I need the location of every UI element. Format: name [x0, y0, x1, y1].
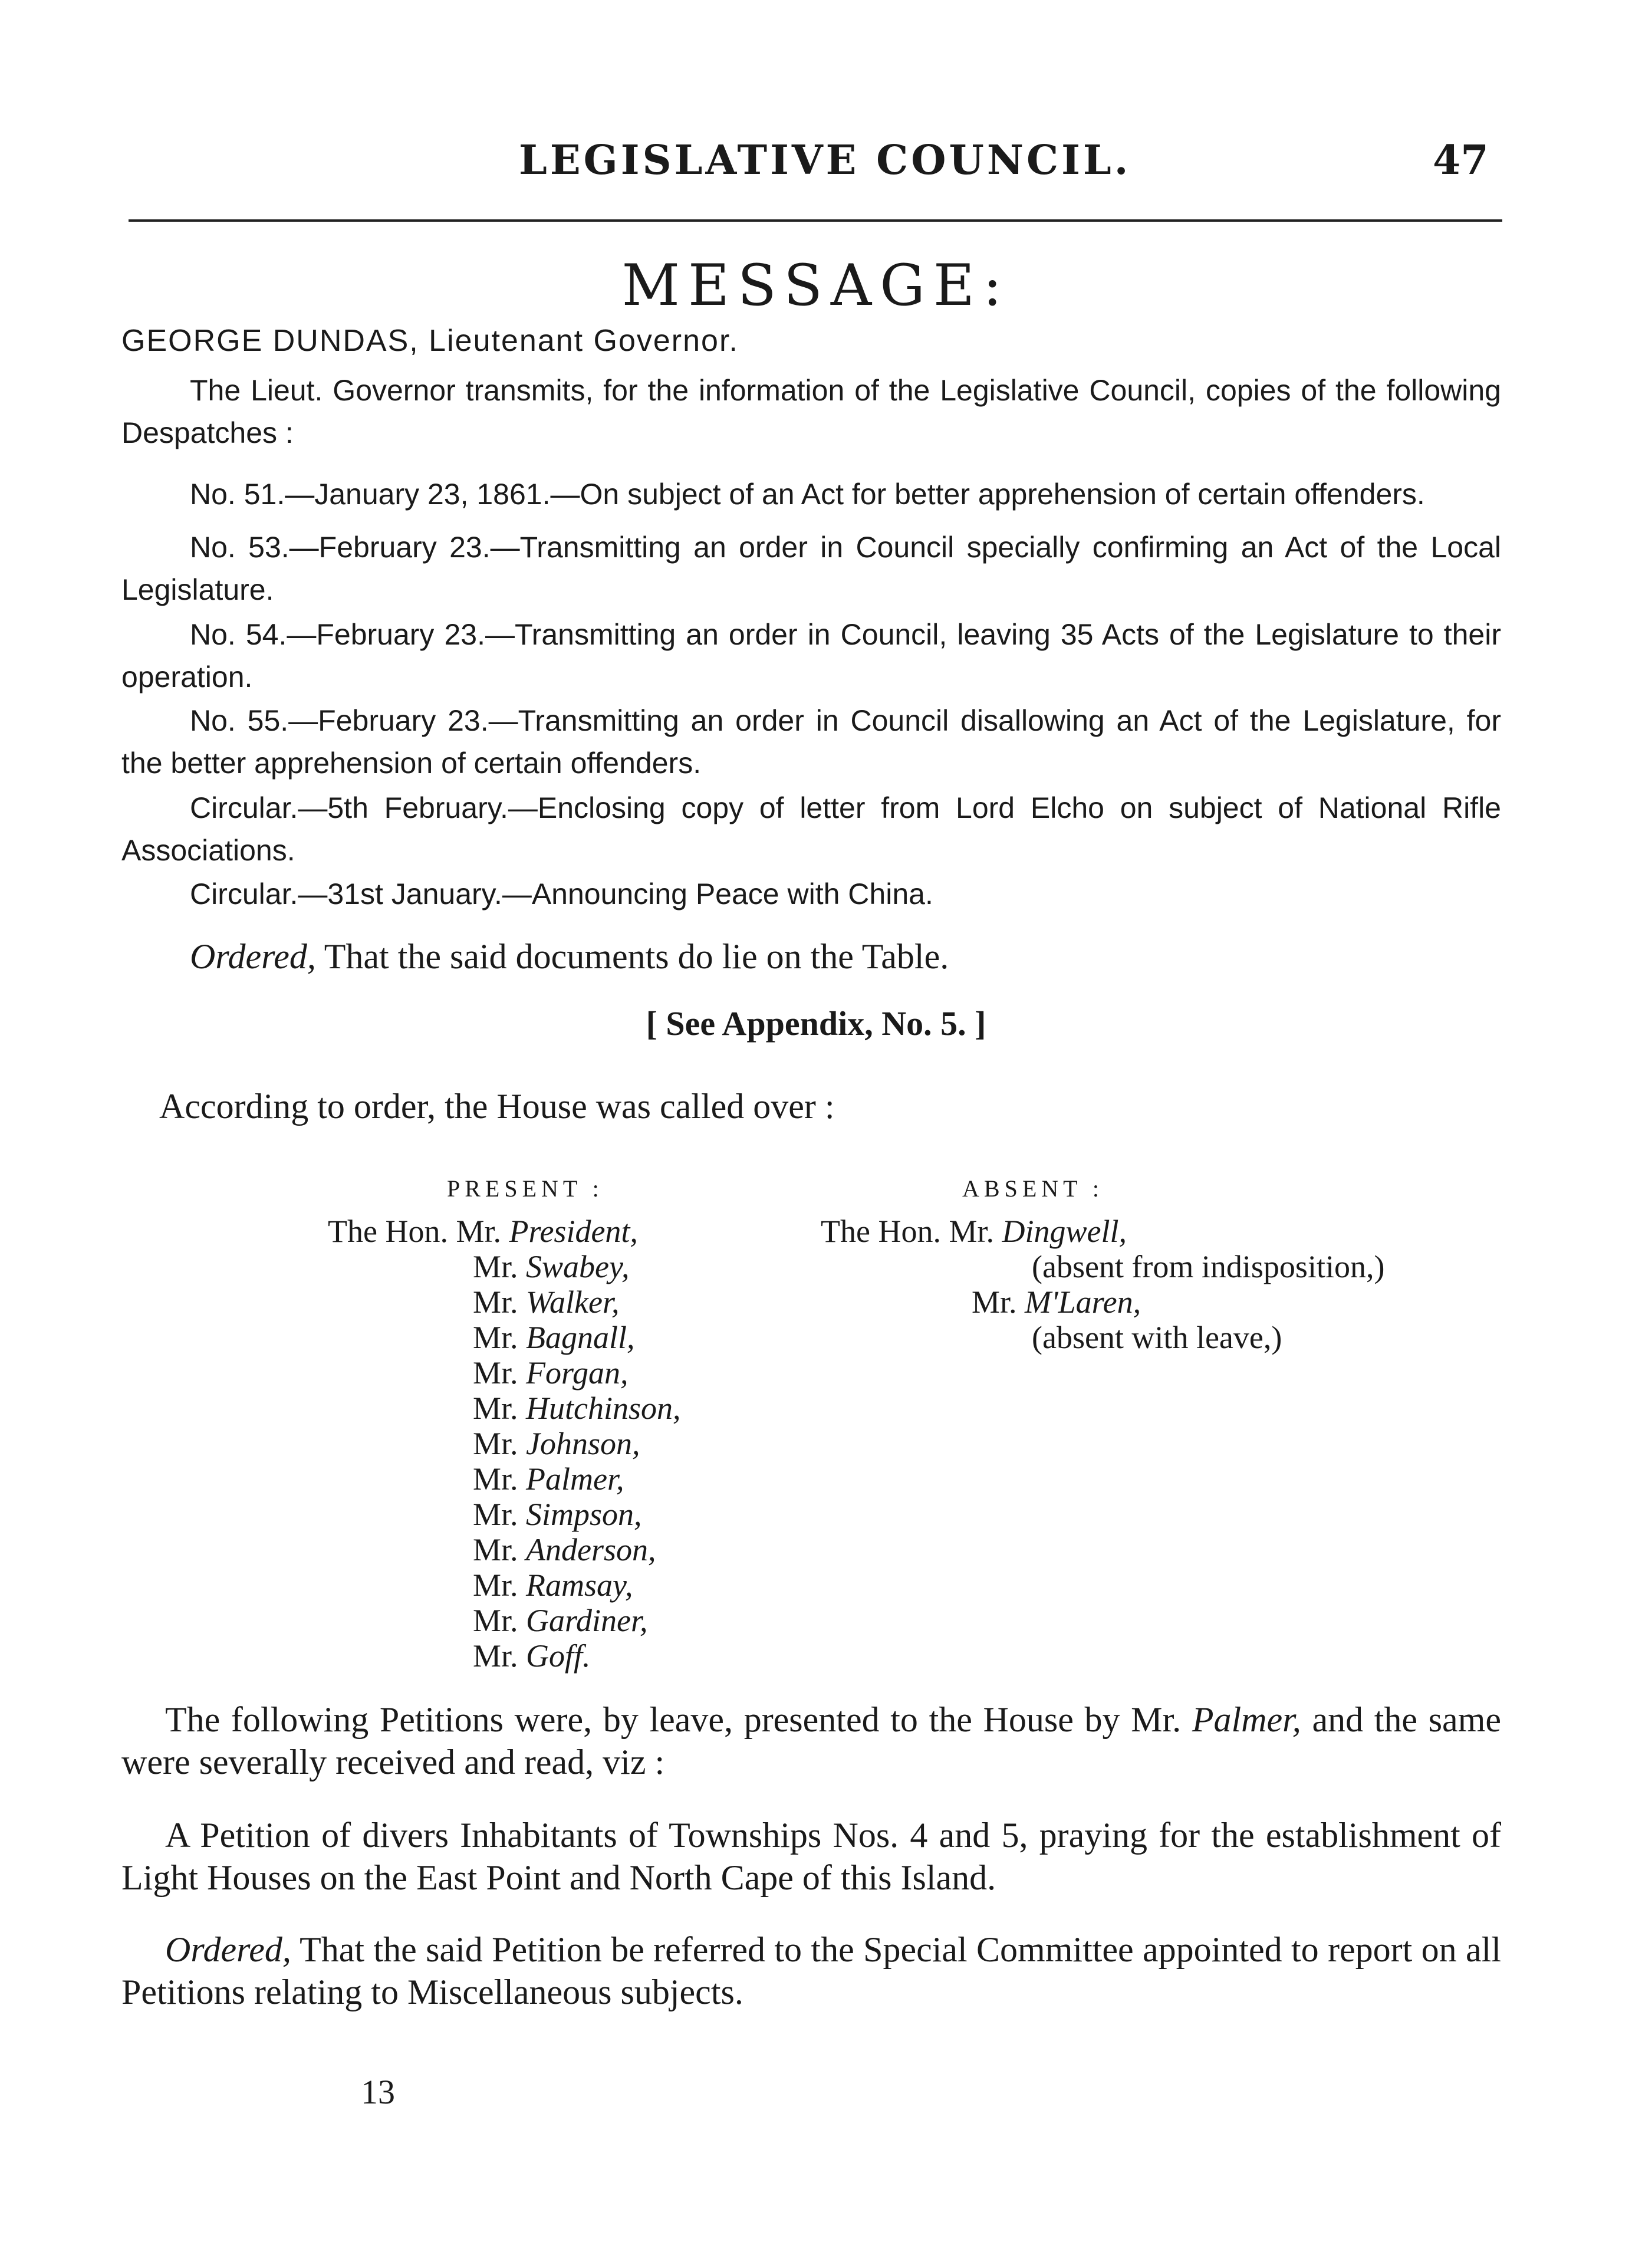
- present-heading: PRESENT :: [447, 1175, 604, 1202]
- absent-note: (absent with leave,): [1032, 1320, 1282, 1355]
- roll-call-intro: According to order, the House was called over :: [159, 1087, 835, 1126]
- page-number: 47: [1433, 137, 1489, 184]
- despatch-item: Circular.—5th February.—Enclosing copy of letter from Lord Elcho on subject of National Rifle Associations.: [121, 791, 1501, 867]
- running-head: [0, 137, 1632, 190]
- header-rule: [129, 219, 1502, 222]
- despatch-item: No. 54.—February 23.—Transmitting an order in Council, leaving 35 Acts of the Legislature to their operation.: [121, 618, 1501, 693]
- present-member: Mr. Swabey,: [473, 1249, 630, 1284]
- present-member: Mr. Bagnall,: [473, 1320, 635, 1355]
- present-member: Mr. Ramsay,: [473, 1567, 633, 1603]
- absent-list: [821, 1214, 1384, 1355]
- despatch-item: No. 51.—January 23, 1861.—On subject of an Act for better apprehension of certain offenders.: [190, 478, 1425, 511]
- presenting-member: Palmer,: [1192, 1700, 1301, 1739]
- running-title: LEGISLATIVE COUNCIL.: [519, 137, 1131, 184]
- present-member: Mr. Palmer,: [473, 1461, 624, 1497]
- ordered-word: Ordered,: [190, 937, 316, 976]
- present-member: Mr. Forgan,: [473, 1355, 629, 1391]
- ordered-word: Ordered,: [165, 1930, 291, 1969]
- present-member: Mr. Walker,: [473, 1284, 620, 1320]
- present-member: Mr. Johnson,: [473, 1426, 640, 1461]
- message-intro: The Lieut. Governor transmits, for the information of the Legislative Council, copies of the following Despatches :: [121, 374, 1501, 449]
- appendix-reference: [ See Appendix, No. 5. ]: [646, 1004, 986, 1043]
- despatch-item: No. 53.—February 23.—Transmitting an order in Council specially confirming an Act of the Local Legislature.: [121, 531, 1501, 606]
- present-list: [328, 1214, 681, 1674]
- petition-text: A Petition of divers Inhabitants of Townships Nos. 4 and 5, praying for the establishment of Light Houses on the East Point and North Cape of this Island.: [121, 1816, 1501, 1897]
- signature-mark: 13: [361, 2073, 395, 2111]
- petitions-intro: The following Petitions were, by leave, presented to the House by Mr. Palmer, and the same were severally received and read, viz :: [121, 1700, 1501, 1781]
- present-member: Mr. Hutchinson,: [473, 1391, 681, 1426]
- absent-member: Mr. M'Laren,: [972, 1284, 1141, 1320]
- ordered-text: That the said documents do lie on the Table.: [324, 937, 949, 976]
- present-member: Mr. Simpson,: [473, 1497, 642, 1532]
- despatch-item: No. 55.—February 23.—Transmitting an order in Council disallowing an Act of the Legislature, for the better apprehension of certain offenders.: [121, 704, 1501, 780]
- ordered-table-line: [190, 936, 949, 977]
- present-member: Mr. Gardiner,: [473, 1603, 648, 1638]
- absent-heading: ABSENT :: [962, 1175, 1104, 1202]
- despatch-item: Circular.—31st January.—Announcing Peace with China.: [190, 877, 933, 911]
- present-member: Mr. Goff.: [473, 1638, 591, 1674]
- absent-note: (absent from indisposition,): [1032, 1249, 1385, 1284]
- message-heading: MESSAGE:: [621, 252, 1011, 318]
- absent-member: The Hon. Mr. Dingwell,: [821, 1214, 1127, 1249]
- present-member: The Hon. Mr. President,: [328, 1214, 638, 1249]
- petition-order: Ordered, That the said Petition be referred to the Special Committee appointed to report on all Petitions relating to Miscellaneous subjects.: [121, 1930, 1502, 2011]
- present-member: Mr. Anderson,: [473, 1532, 656, 1567]
- message-signatory: GEORGE DUNDAS, Lieutenant Governor.: [121, 324, 739, 358]
